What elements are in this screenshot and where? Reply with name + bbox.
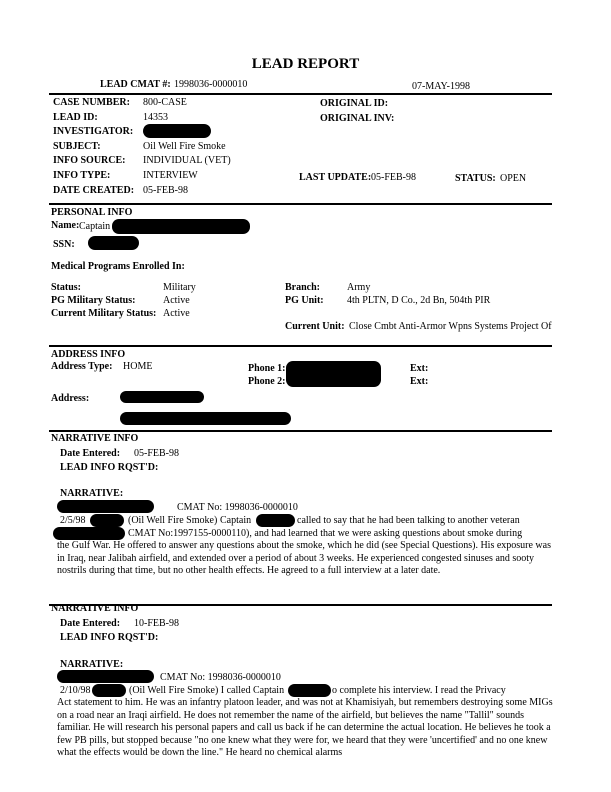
status-label: STATUS: [455,173,496,184]
narrative1-date-entered-label: Date Entered: [60,448,121,459]
narrative1-rqst-label: LEAD INFO RQST'D: [60,462,159,473]
branch-label: Branch: [285,282,320,293]
address-type-value: HOME [123,361,153,372]
address-type-label: Address Type: [51,361,113,372]
lead-cmat-label: LEAD CMAT #: [100,79,171,90]
narrative1-date-entered-value: 05-FEB-98 [134,448,179,459]
narrative1-section-title: NARRATIVE INFO [51,433,139,444]
narrative1-body: the Gulf War. He offered to answer any questions about the smoke, which he did (see Special Questions). His exposure was in Iraq, near Jalibah airfield, and extended over a period of about 3 weeks. He experienced congested sinuses and sooty nostrils during that time, but no other health effects. He agreed to a full interview at a later date. [57,540,551,576]
narrative2-name-redaction [57,670,154,683]
info-type-label: INFO TYPE: [53,170,111,181]
address-redaction-1 [120,391,204,403]
narrative2-date: 2/10/98 [60,685,91,696]
pg-unit-label: PG Unit: [285,295,324,306]
narrative2-body: Act statement to him. He was an infantry platoon leader, and was not at Khamisiyah, but remembers destroying some MIGs on a road near an Iraqi airfield. He does not remember the name of the airfield, but believes the name "Tallil" sounds familiar. He will research his personal papers and call us back if he can determine the actual location. He believes he took a few PB pills, but stopped because "no one knew what they were for, we heard that they were 'uncertified' and no one knew what the effects would be down the line." He heard no chemical alarms [57,697,553,758]
narrative1-captain: Captain [220,515,252,526]
narrative2-rqst-label: LEAD INFO RQST'D: [60,632,159,643]
narrative1-line2: CMAT No:1997155-0000110), and had learned that we were asking questions about smoke during [128,528,523,539]
last-update-value: 05-FEB-98 [371,172,416,183]
narrative1-label: NARRATIVE: [60,488,124,499]
narrative1-subject: (Oil Well Fire Smoke) [128,515,218,526]
narrative2-redaction-b [288,684,331,697]
case-rule [49,203,552,205]
narrative1-name-redaction [57,500,154,513]
lead-id-value: 14353 [143,112,168,123]
narrative2-redaction-a [92,684,126,697]
medical-label: Medical Programs Enrolled In: [51,261,185,272]
status-value: OPEN [500,173,527,184]
current-unit-label: Current Unit: [285,321,345,332]
address-section-title: ADDRESS INFO [51,349,126,360]
status-mil-label: Status: [51,282,82,293]
original-inv-label: ORIGINAL INV: [320,113,395,124]
header-rule [49,93,552,95]
date-created-value: 05-FEB-98 [143,185,188,196]
address-rule [49,430,552,432]
narrative2-label: NARRATIVE: [60,659,124,670]
status-mil-value: Military [163,282,196,293]
last-update-label: LAST UPDATE: [299,172,372,183]
name-value: Captain [79,221,111,232]
narrative2-cmat: CMAT No: 1998036-0000010 [160,672,281,683]
narrative1-redaction-c [53,527,125,540]
personal-rule [49,345,552,347]
info-source-value: INDIVIDUAL (VET) [143,155,231,166]
ext1-label: Ext: [410,363,429,374]
narrative2-date-entered-label: Date Entered: [60,618,121,629]
original-id-label: ORIGINAL ID: [320,98,389,109]
branch-value: Army [347,282,371,293]
narrative2-subject: (Oil Well Fire Smoke) I called Captain [129,685,285,696]
ssn-redaction [88,236,139,250]
ext2-label: Ext: [410,376,429,387]
report-date: 07-MAY-1998 [412,81,470,92]
phone1-label: Phone 1: [248,363,286,374]
current-unit-value: Close Cmbt Anti-Armor Wpns Systems Project Of [349,321,552,332]
narrative2-section-title: NARRATIVE INFO [51,603,139,614]
address-redaction-2 [120,412,291,425]
address-label: Address: [51,393,90,404]
case-number-label: CASE NUMBER: [53,97,130,108]
narrative1-date: 2/5/98 [60,515,86,526]
lead-cmat-value: 1998036-0000010 [174,79,248,90]
ssn-label: SSN: [53,239,75,250]
current-military-label: Current Military Status: [51,308,157,319]
pg-unit-value: 4th PLTN, D Co., 2d Bn, 504th PIR [347,295,491,306]
personal-section-title: PERSONAL INFO [51,207,133,218]
narrative2-line1: o complete his interview. I read the Privacy [332,685,506,696]
phone-redaction [286,361,381,387]
info-source-label: INFO SOURCE: [53,155,126,166]
narrative1-redaction-b [256,514,295,527]
phone2-label: Phone 2: [248,376,286,387]
lead-id-label: LEAD ID: [53,112,98,123]
page-title: LEAD REPORT [251,56,360,72]
pg-military-value: Active [163,295,190,306]
narrative1-redaction-a [90,514,124,527]
narrative1-line1: called to say that he had been talking to another veteran [297,515,520,526]
name-redaction [112,219,250,234]
subject-value: Oil Well Fire Smoke [143,141,226,152]
name-label: Name: [51,220,80,231]
pg-military-label: PG Military Status: [51,295,136,306]
current-military-value: Active [163,308,190,319]
narrative1-cmat: CMAT No: 1998036-0000010 [177,502,298,513]
investigator-redaction [143,124,211,138]
case-number-value: 800-CASE [143,97,187,108]
narrative2-date-entered-value: 10-FEB-98 [134,618,179,629]
investigator-label: INVESTIGATOR: [53,126,134,137]
info-type-value: INTERVIEW [143,170,198,181]
date-created-label: DATE CREATED: [53,185,135,196]
subject-label: SUBJECT: [53,141,101,152]
